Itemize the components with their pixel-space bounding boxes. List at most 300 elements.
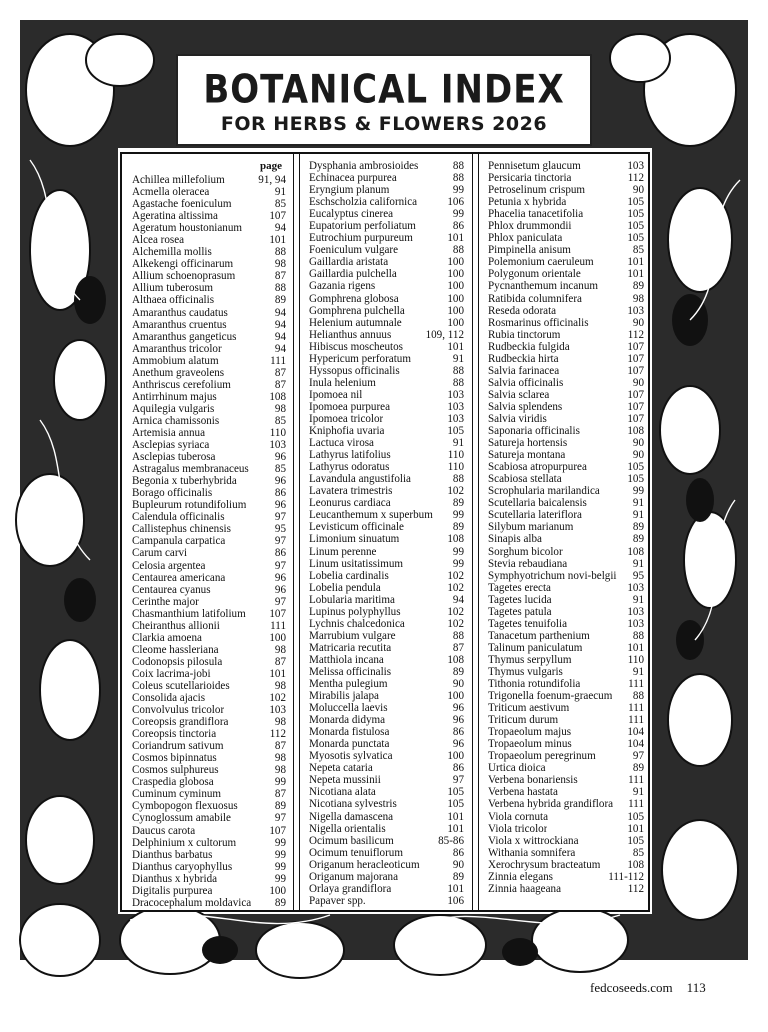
- page-ref: 97: [274, 559, 286, 572]
- index-entry: [309, 558, 464, 570]
- index-entry: [309, 570, 464, 582]
- species-name: Matthiola incana: [309, 653, 384, 666]
- species-name: Scabiosa stellata: [488, 473, 562, 486]
- page-ref: 89: [274, 294, 286, 307]
- website-link[interactable]: fedcoseeds.com: [590, 980, 673, 995]
- species-name: Leucanthemum x superbum: [309, 509, 433, 522]
- species-name: Stevia rebaudiana: [488, 557, 568, 570]
- index-entry: [309, 702, 464, 714]
- page-ref: 101: [627, 268, 644, 281]
- page-ref: 91: [632, 509, 644, 522]
- species-name: Hibiscus moscheutos: [309, 340, 403, 353]
- species-name: Papaver spp.: [309, 894, 366, 907]
- page-ref: 105: [627, 461, 644, 474]
- page-ref: 86: [452, 220, 464, 233]
- species-name: Allium schoenoprasum: [132, 270, 236, 283]
- index-column-2: [309, 160, 464, 907]
- species-name: Salvia viridis: [488, 412, 547, 425]
- index-entry: [488, 497, 644, 509]
- species-name: Celosia argentea: [132, 559, 206, 572]
- page-ref: 107: [627, 388, 644, 401]
- page-ref: 105: [627, 196, 644, 209]
- species-name: Scrophularia marilandica: [488, 485, 600, 498]
- page-ref: 110: [447, 449, 464, 462]
- species-name: Begonia x tuberhybrida: [132, 475, 237, 488]
- species-name: Calendula officinalis: [132, 511, 225, 524]
- page-ref: 87: [274, 788, 286, 801]
- page-ref: 108: [627, 425, 644, 438]
- index-entry: [309, 365, 464, 377]
- species-name: Origanum heracleoticum: [309, 858, 420, 871]
- page-ref: 107: [269, 210, 286, 223]
- index-entry: [132, 692, 286, 704]
- page-ref: 85: [274, 414, 286, 427]
- species-name: Zinnia elegans: [488, 870, 553, 883]
- index-entry: [488, 485, 644, 497]
- species-name: Reseda odorata: [488, 304, 557, 317]
- species-name: Helenium autumnale: [309, 316, 402, 329]
- page-ref: 91: [632, 497, 644, 510]
- index-entry: [488, 305, 644, 317]
- index-entry: [309, 594, 464, 606]
- index-entry: [488, 847, 644, 859]
- species-name: Scabiosa atropurpurea: [488, 461, 587, 474]
- index-entry: [132, 572, 286, 584]
- index-entry: [132, 379, 286, 391]
- species-name: Inula helenium: [309, 376, 376, 389]
- species-name: Asclepias syriaca: [132, 439, 210, 452]
- index-entry: [132, 740, 286, 752]
- page-ref: 103: [447, 412, 464, 425]
- page-ref: 96: [452, 702, 464, 715]
- index-entry: [309, 618, 464, 630]
- page-ref: 88: [452, 473, 464, 486]
- index-entry: [309, 196, 464, 208]
- page-ref: 99: [274, 848, 286, 861]
- index-entry: [488, 449, 644, 461]
- page-ref: 95: [274, 523, 286, 536]
- index-entry: [309, 642, 464, 654]
- index-entry: [132, 270, 286, 282]
- species-name: Helianthus annuus: [309, 328, 392, 341]
- species-name: Pimpinella anisum: [488, 244, 571, 257]
- species-name: Coreopsis tinctoria: [132, 728, 217, 741]
- species-name: Phlox paniculata: [488, 232, 563, 245]
- page-ref: 103: [627, 160, 644, 172]
- species-name: Ageratina altissima: [132, 210, 218, 223]
- page-ref: 103: [269, 439, 286, 452]
- index-entry: [309, 786, 464, 798]
- species-name: Lactuca virosa: [309, 437, 374, 450]
- page-footer: [590, 980, 706, 996]
- page-ref: 88: [452, 376, 464, 389]
- index-entry: [309, 208, 464, 220]
- species-name: Ipomoea purpurea: [309, 400, 391, 413]
- page-ref: 88: [632, 629, 644, 642]
- species-name: Phacelia tanacetifolia: [488, 208, 584, 221]
- species-name: Mentha pulegium: [309, 678, 388, 691]
- species-name: Digitalis purpurea: [132, 884, 213, 897]
- species-name: Pycnanthemum incanum: [488, 280, 598, 293]
- species-name: Symphyotrichum novi-belgii: [488, 569, 617, 582]
- index-entry: [488, 280, 644, 292]
- page-ref: 96: [452, 714, 464, 727]
- species-name: Nicotiana alata: [309, 786, 376, 799]
- page-ref: 101: [627, 256, 644, 269]
- index-entry: [488, 666, 644, 678]
- page-ref: 91: [632, 786, 644, 799]
- page-ref: 99: [274, 860, 286, 873]
- species-name: Rosmarinus officinalis: [488, 316, 589, 329]
- page-ref: 97: [274, 812, 286, 825]
- page-ref: 111: [628, 714, 644, 727]
- species-name: Rubia tinctorum: [488, 328, 561, 341]
- index-entry: [488, 750, 644, 762]
- page-ref: 87: [452, 641, 464, 654]
- index-entry: [132, 511, 286, 523]
- page-ref: 105: [627, 810, 644, 823]
- species-name: Tithonia rotundifolia: [488, 678, 581, 691]
- species-name: Coreopsis grandiflora: [132, 716, 229, 729]
- index-entry: [132, 487, 286, 499]
- species-name: Tagetes tenuifolia: [488, 617, 568, 630]
- index-entry: [309, 895, 464, 907]
- page-ref: 94: [274, 306, 286, 319]
- index-entry: [488, 570, 644, 582]
- species-name: Triticum aestivum: [488, 702, 570, 715]
- species-name: Satureja montana: [488, 449, 566, 462]
- species-name: Leonurus cardiaca: [309, 497, 391, 510]
- species-name: Artemisia annua: [132, 426, 206, 439]
- page-column-header: page: [260, 160, 282, 172]
- index-entry: [488, 329, 644, 341]
- species-name: Thymus serpyllum: [488, 653, 572, 666]
- index-entry: [132, 246, 286, 258]
- index-entry: [309, 654, 464, 666]
- species-name: Coix lacrima-jobi: [132, 667, 211, 680]
- page-ref: 105: [627, 834, 644, 847]
- page-ref: 90: [632, 316, 644, 329]
- index-entry: [488, 232, 644, 244]
- page-ref: 112: [269, 728, 286, 741]
- species-name: Dianthus barbatus: [132, 848, 213, 861]
- index-entry: [488, 618, 644, 630]
- species-name: Eschscholzia californica: [309, 196, 418, 209]
- species-name: Gomphrena pulchella: [309, 304, 405, 317]
- page-title: BOTANICAL INDEX: [203, 67, 565, 113]
- species-name: Kniphofia uvaria: [309, 425, 385, 438]
- page-ref: 98: [274, 643, 286, 656]
- species-name: Limonium sinuatum: [309, 533, 400, 546]
- species-name: Cymbopogon flexuosus: [132, 800, 238, 813]
- species-name: Myosotis sylvatica: [309, 750, 393, 763]
- species-name: Lavandula angustifolia: [309, 473, 411, 486]
- page-ref: 104: [627, 726, 644, 739]
- species-name: Gazania rigens: [309, 280, 376, 293]
- index-entry: [309, 798, 464, 810]
- index-entry: [309, 184, 464, 196]
- species-name: Marrubium vulgare: [309, 629, 396, 642]
- page-ref: 87: [274, 655, 286, 668]
- index-entry: [488, 365, 644, 377]
- species-name: Amaranthus tricolor: [132, 342, 222, 355]
- page-ref: 105: [447, 786, 464, 799]
- page-ref: 100: [269, 631, 286, 644]
- species-name: Ipomoea nil: [309, 388, 363, 401]
- species-name: Monarda punctata: [309, 738, 390, 751]
- index-entry: [132, 427, 286, 439]
- page-ref: 101: [269, 667, 286, 680]
- species-name: Anthriscus cerefolium: [132, 378, 231, 391]
- species-name: Tagetes patula: [488, 605, 552, 618]
- index-entry: [488, 533, 644, 545]
- species-name: Ratibida columnifera: [488, 292, 582, 305]
- index-entry: [309, 714, 464, 726]
- page-ref: 108: [447, 653, 464, 666]
- species-name: Scutellaria baicalensis: [488, 497, 587, 510]
- page-ref: 110: [447, 461, 464, 474]
- species-name: Delphinium x cultorum: [132, 836, 237, 849]
- page-ref: 108: [447, 533, 464, 546]
- index-entry: [132, 319, 286, 331]
- page-ref: 95: [632, 569, 644, 582]
- species-name: Foeniculum vulgare: [309, 244, 399, 257]
- page-ref: 91: [632, 665, 644, 678]
- page-ref: 89: [632, 521, 644, 534]
- page-ref: 99: [452, 557, 464, 570]
- species-name: Nicotiana sylvestris: [309, 798, 397, 811]
- page-ref: 99: [452, 509, 464, 522]
- page-ref: 89: [632, 762, 644, 775]
- page-ref: 103: [627, 617, 644, 630]
- page-ref: 88: [452, 244, 464, 257]
- page-ref: 103: [447, 400, 464, 413]
- index-entry: [309, 437, 464, 449]
- page-ref: 94: [274, 222, 286, 235]
- index-entry: [488, 509, 644, 521]
- index-entry: [488, 401, 644, 413]
- page-ref: 98: [274, 716, 286, 729]
- page-ref: 98: [274, 258, 286, 271]
- species-name: Saponaria officinalis: [488, 425, 580, 438]
- page-ref: 101: [447, 822, 464, 835]
- index-entry: [309, 256, 464, 268]
- page-ref: 94: [452, 593, 464, 606]
- page-number: 113: [686, 980, 706, 995]
- page-ref: 98: [274, 679, 286, 692]
- species-name: Cosmos sulphureus: [132, 764, 219, 777]
- index-entry: [132, 897, 286, 909]
- species-name: Amaranthus caudatus: [132, 306, 228, 319]
- species-name: Lobelia pendula: [309, 581, 381, 594]
- page-ref: 112: [627, 882, 644, 895]
- page-ref: 109, 112: [425, 328, 464, 341]
- page-ref: 105: [447, 798, 464, 811]
- species-name: Sinapis alba: [488, 533, 542, 546]
- page-ref: 89: [452, 665, 464, 678]
- index-entry: [309, 497, 464, 509]
- index-entry: [488, 268, 644, 280]
- page-ref: 112: [627, 172, 644, 185]
- page-ref: 87: [274, 740, 286, 753]
- species-name: Levisticum officinale: [309, 521, 404, 534]
- index-entry: [309, 160, 464, 172]
- page-ref: 106: [447, 894, 464, 907]
- species-name: Craspedia globosa: [132, 776, 214, 789]
- page-ref: 100: [447, 292, 464, 305]
- page-ref: 90: [632, 376, 644, 389]
- species-name: Verbena bonariensis: [488, 774, 578, 787]
- page-ref: 96: [452, 738, 464, 751]
- species-name: Linum perenne: [309, 545, 377, 558]
- index-entry: [132, 222, 286, 234]
- page-ref: 107: [627, 364, 644, 377]
- index-entry: [488, 160, 644, 172]
- species-name: Carum carvi: [132, 547, 188, 560]
- index-entry: [488, 690, 644, 702]
- species-name: Withania somnifera: [488, 846, 576, 859]
- species-name: Ocimum tenuiflorum: [309, 846, 403, 859]
- index-entry: [132, 415, 286, 427]
- page-ref: 89: [632, 533, 644, 546]
- index-entry: [309, 353, 464, 365]
- page-ref: 111: [628, 798, 644, 811]
- species-name: Nigella orientalis: [309, 822, 386, 835]
- species-name: Orlaya grandiflora: [309, 882, 392, 895]
- species-name: Trigonella foenum-graecum: [488, 690, 613, 703]
- species-name: Amaranthus cruentus: [132, 318, 227, 331]
- page-ref: 90: [632, 184, 644, 197]
- page-ref: 91: [632, 593, 644, 606]
- index-entry: [309, 823, 464, 835]
- index-entry: [132, 355, 286, 367]
- index-entry: [309, 389, 464, 401]
- page-ref: 88: [452, 160, 464, 172]
- page-ref: 103: [269, 704, 286, 717]
- page-ref: 87: [274, 378, 286, 391]
- page-ref: 91: [452, 437, 464, 450]
- index-entry: [309, 690, 464, 702]
- index-entry: [132, 439, 286, 451]
- species-name: Clarkia amoena: [132, 631, 202, 644]
- page-ref: 97: [452, 774, 464, 787]
- page-ref: 88: [452, 172, 464, 185]
- page-ref: 111: [628, 774, 644, 787]
- species-name: Agastache foeniculum: [132, 198, 232, 211]
- species-name: Hyssopus officinalis: [309, 364, 400, 377]
- index-entry: [488, 244, 644, 256]
- page-ref: 90: [632, 437, 644, 450]
- species-name: Amaranthus gangeticus: [132, 330, 237, 343]
- index-entry: [488, 726, 644, 738]
- index-entry: [132, 451, 286, 463]
- index-entry: [132, 873, 286, 885]
- title-plate: [176, 54, 592, 146]
- species-name: Tanacetum parthenium: [488, 629, 590, 642]
- species-name: Mirabilis jalapa: [309, 690, 379, 703]
- index-entry: [488, 678, 644, 690]
- species-name: Cleome hassleriana: [132, 643, 219, 656]
- page-ref: 107: [627, 412, 644, 425]
- species-name: Persicaria tinctoria: [488, 172, 572, 185]
- index-entry: [309, 582, 464, 594]
- index-entry: [488, 437, 644, 449]
- page-ref: 100: [447, 280, 464, 293]
- species-name: Cerinthe major: [132, 595, 199, 608]
- index-entry: [309, 509, 464, 521]
- species-name: Codonopsis pilosula: [132, 655, 223, 668]
- index-entry: [132, 174, 286, 186]
- species-name: Xerochrysum bracteatum: [488, 858, 601, 871]
- species-name: Monarda didyma: [309, 714, 386, 727]
- page-ref: 86: [452, 846, 464, 859]
- page-ref: 87: [274, 270, 286, 283]
- index-entry: [309, 293, 464, 305]
- species-name: Astragalus membranaceus: [132, 463, 249, 476]
- index-entry: [488, 835, 644, 847]
- species-name: Nigella damascena: [309, 810, 394, 823]
- index-entry: [309, 449, 464, 461]
- species-name: Alcea rosea: [132, 234, 185, 247]
- index-entry: [488, 823, 644, 835]
- species-name: Talinum paniculatum: [488, 641, 583, 654]
- page-subtitle: FOR HERBS & FLOWERS 2026: [220, 113, 548, 135]
- species-name: Salvia farinacea: [488, 364, 560, 377]
- page-ref: 102: [447, 617, 464, 630]
- species-name: Triticum durum: [488, 714, 559, 727]
- species-name: Rudbeckia hirta: [488, 352, 559, 365]
- page-ref: 98: [274, 402, 286, 415]
- index-entry: [309, 871, 464, 883]
- species-name: Silybum marianum: [488, 521, 574, 534]
- page-ref: 111-112: [608, 870, 644, 883]
- species-name: Thymus vulgaris: [488, 665, 563, 678]
- index-entry: [309, 425, 464, 437]
- species-name: Lupinus polyphyllus: [309, 605, 401, 618]
- page-ref: 96: [274, 499, 286, 512]
- species-name: Coleus scutellarioides: [132, 679, 230, 692]
- index-entry: [488, 473, 644, 485]
- page-ref: 103: [447, 388, 464, 401]
- index-entry: [132, 463, 286, 475]
- index-entry: [132, 331, 286, 343]
- page-ref: 101: [447, 340, 464, 353]
- index-column-1: [132, 160, 286, 909]
- page-ref: 88: [452, 364, 464, 377]
- index-entry: [309, 835, 464, 847]
- index-entry: [132, 367, 286, 379]
- page-ref: 98: [274, 764, 286, 777]
- species-name: Cynoglossum amabile: [132, 812, 231, 825]
- index-entry: [309, 762, 464, 774]
- page-ref: 96: [274, 475, 286, 488]
- page-ref: 101: [447, 810, 464, 823]
- page-ref: 105: [627, 473, 644, 486]
- index-entry: [132, 403, 286, 415]
- index-entry: [132, 704, 286, 716]
- species-name: Antirrhinum majus: [132, 390, 217, 403]
- species-name: Gaillardia pulchella: [309, 268, 397, 281]
- page-ref: 85: [274, 198, 286, 211]
- index-entry: [488, 461, 644, 473]
- species-name: Alchemilla mollis: [132, 246, 212, 259]
- index-entry: [488, 762, 644, 774]
- page-ref: 105: [627, 220, 644, 233]
- page-ref: 99: [274, 836, 286, 849]
- index-entry: [488, 798, 644, 810]
- page-ref: 105: [447, 425, 464, 438]
- index-entry: [309, 413, 464, 425]
